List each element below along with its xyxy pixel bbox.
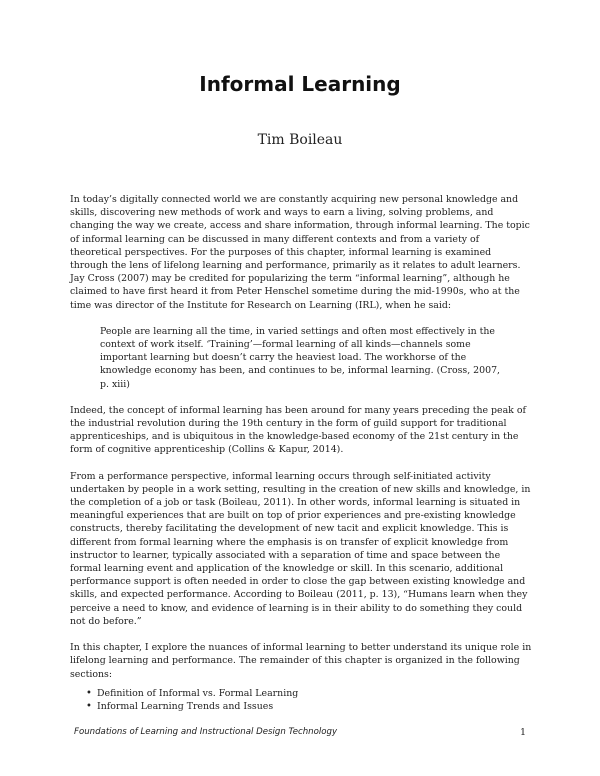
block-quote: People are learning all the time, in varied settings and often most effectively in the context of work itself. ‘Training’—formal learning of all kinds—channels some important learning but doesn’t carry the heaviest load. The workhorse of the knowledge economy has been, and continues to be, informal learning. (Cross, 2007, p. xiii) (100, 325, 501, 390)
footer-page-number: 1 (520, 727, 527, 738)
page-title: Informal Learning (199, 72, 401, 96)
list-item: • Informal Learning Trends and Issues (86, 700, 532, 713)
paragraph-performance: From a performance perspective, informal learning occurs through self-initiated activity undertaken by people in a work setting, resulting in the creation of new skills and knowledge, in the completion of a job or task (Boileau, 2011). In other words, informal learning is situated in meaningful experiences that are built on top of prior experiences and pre-existing knowledge constructs, thereby facilitating the development of new tacit and explicit knowledge. This is different from formal learning where the emphasis is on transfer of explicit knowledge from instructor to learner, typically associated with a separation of time and space between the formal learning event and application of the knowledge or skill. In this scenario, additional performance support is often needed in order to close the gap between existing knowledge and skills, and expected performance. According to Boileau (2011, p. 13), “Humans learn when they perceive a need to know, and evidence of learning is in their ability to do something they could not do before.” (70, 470, 531, 627)
sections-list (70, 687, 532, 713)
list-item: • Definition of Informal vs. Formal Learning (86, 687, 532, 700)
footer-book-title: Foundations of Learning and Instructional Design Technology (74, 727, 338, 737)
paragraph-intro: In today’s digitally connected world we are constantly acquiring new personal knowledge and skills, discovering new methods of work and ways to earn a living, solving problems, and changing the way we create, access and share information, through informal learning. The topic of informal learning can be discussed in many different contexts and from a variety of theoretical perspectives. For the purposes of this chapter, informal learning is examined through the lens of lifelong learning and performance, primarily as it relates to adult learners. Jay Cross (2007) may be credited for popularizing the term “informal learning”, although he claimed to have first heard it from Peter Henschel sometime during the mid-1990s, who at the time was director of the Institute for Research on Learning (IRL), when he said: (70, 194, 530, 311)
paragraph-chapter-outline: In this chapter, I explore the nuances of informal learning to better understand its unique role in lifelong learning and performance. The remainder of this chapter is organized in the following sections: (70, 642, 532, 680)
paragraph-history: Indeed, the concept of informal learning has been around for many years preceding the peak of the industrial revolution during the 19th century in the form of guild support for traditional apprenticeships, and is ubiquitous in the knowledge-based economy of the 21st century in the form of cognitive apprenticeship (Collins & Kapur, 2014). (70, 404, 526, 456)
body-text (70, 193, 532, 713)
author-name: Tim Boileau (257, 132, 343, 148)
